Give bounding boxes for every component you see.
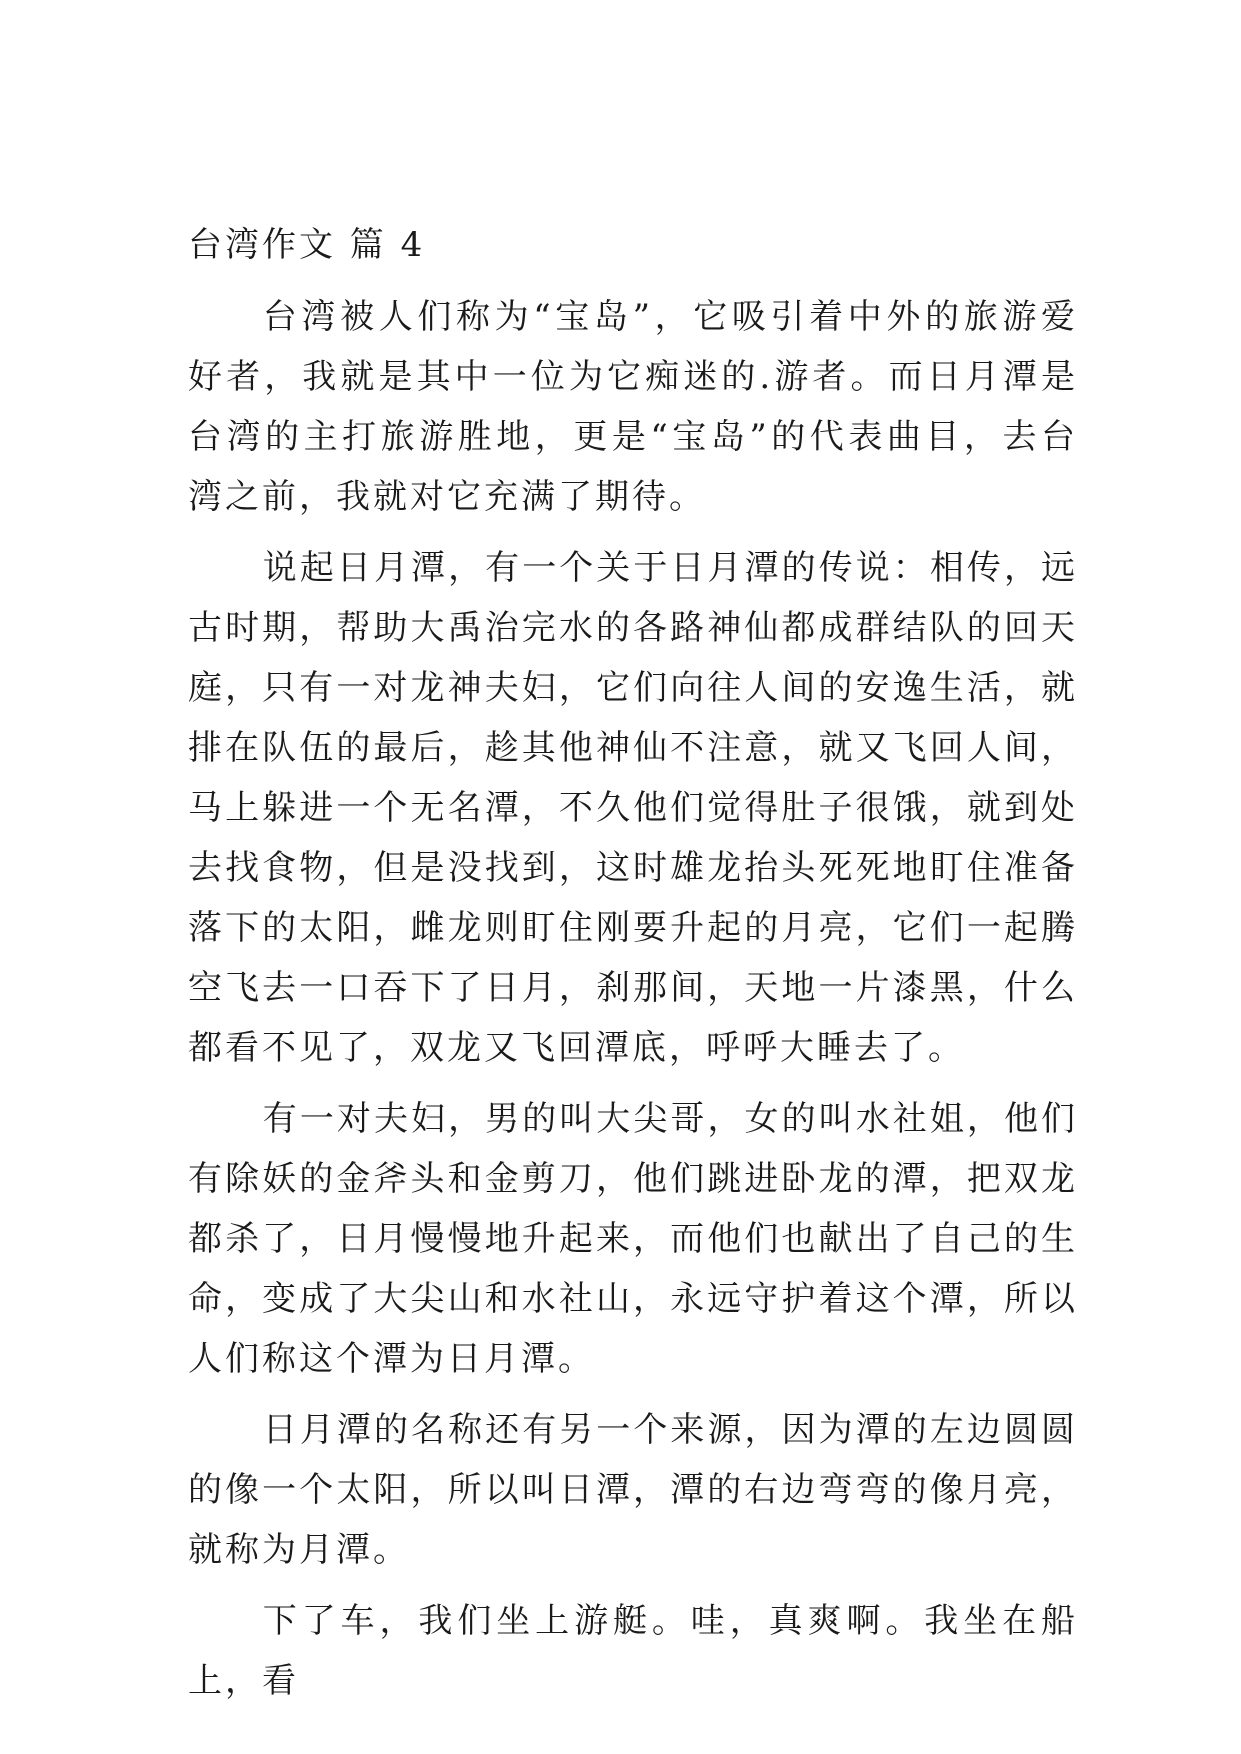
paragraph-legend: 说起日月潭，有一个关于日月潭的传说：相传，远古时期，帮助大禹治完水的各路神仙都成群结队的回天庭，只有一对龙神夫妇，它们向往人间的安逸生活，就排在队伍的最后，趁其他神仙不注意，就又飞回人间，马上躲进一个无名潭，不久他们觉得肚子很饿，就到处去找食物，但是没找到，这时雄龙抬头死死地盯住准备落下的太阳，雌龙则盯住刚要升起的月亮，它们一起腾空飞去一口吞下了日月，刹那间，天地一片漆黑，什么都看不见了，双龙又飞回潭底，呼呼大睡去了。 <box>188 548 1078 1068</box>
paragraph-name-origin: 日月潭的名称还有另一个来源，因为潭的左边圆圆的像一个太阳，所以叫日潭，潭的右边弯弯的像月亮，就称为月潭。 <box>188 1410 1078 1570</box>
document-body <box>188 215 1078 1722</box>
paragraph-intro: 台湾被人们称为“宝岛”，它吸引着中外的旅游爱好者，我就是其中一位为它痴迷的.游者。而日月潭是台湾的主打旅游胜地，更是“宝岛”的代表曲目，去台湾之前，我就对它充满了期待。 <box>188 297 1078 517</box>
paragraph-couple: 有一对夫妇，男的叫大尖哥，女的叫水社姐，他们有除妖的金斧头和金剪刀，他们跳进卧龙的潭，把双龙都杀了，日月慢慢地升起来，而他们也献出了自己的生命，变成了大尖山和水社山，永远守护着这个潭，所以人们称这个潭为日月潭。 <box>188 1099 1078 1379</box>
paragraph-boat: 下了车，我们坐上游艇。哇，真爽啊。我坐在船上，看 <box>188 1601 1078 1701</box>
document-title: 台湾作文 篇 4 <box>188 225 426 265</box>
